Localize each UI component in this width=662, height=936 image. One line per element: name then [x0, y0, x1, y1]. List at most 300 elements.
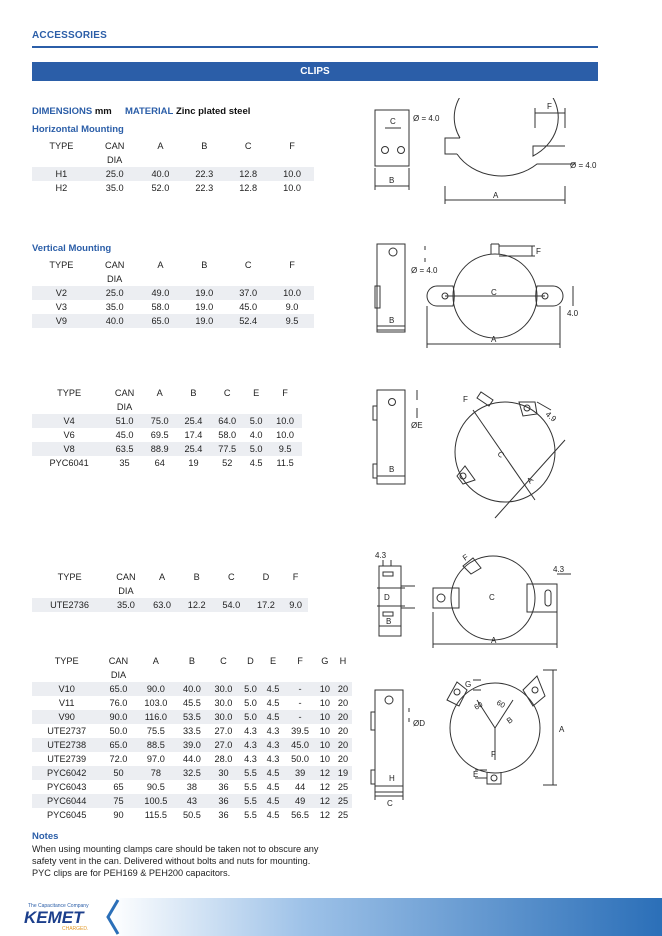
table-cell: 12 — [316, 794, 334, 808]
table-cell: 44 — [294, 782, 306, 792]
footer-tagline: The Capacitance Company — [28, 903, 89, 909]
column-header: B — [201, 141, 208, 151]
table-cell: 30.0 — [208, 682, 240, 696]
table-cell-empty — [316, 668, 334, 682]
diag3-label-49: 4.9 — [543, 409, 559, 424]
table-cell: 35.0 — [105, 302, 124, 312]
table-cell: 50.0 — [291, 754, 310, 764]
table-cell: 19.0 — [182, 314, 226, 328]
ute2736-clip-diagram — [365, 546, 615, 656]
table-cell: 100.5 — [136, 794, 177, 808]
table-cell-empty — [208, 668, 240, 682]
table-subheader-row — [32, 668, 352, 682]
diag5-label-b: B — [504, 715, 515, 726]
table-cell: 58.0 — [218, 430, 237, 440]
section-label: ACCESSORIES — [32, 30, 107, 41]
column-header: A — [157, 260, 164, 270]
clips-banner: CLIPS — [32, 62, 598, 81]
table-cell: 69.5 — [150, 430, 169, 440]
table-cell: 9.5 — [270, 314, 314, 328]
column-header: C — [220, 656, 227, 666]
table-cell: 19.0 — [182, 286, 226, 300]
column-header: B — [190, 388, 197, 398]
table-cell: PYC6042 — [32, 766, 101, 780]
table-cell: 20 — [334, 738, 352, 752]
table-cell: 10 — [316, 682, 334, 696]
column-header: F — [292, 572, 299, 582]
table-row — [32, 286, 314, 300]
table-cell-empty — [226, 153, 270, 167]
diag2-label-phi: Ø = 4.0 — [411, 266, 438, 275]
table-cell: 56.5 — [291, 810, 310, 820]
footer-bar — [0, 898, 662, 936]
column-header: H — [339, 656, 347, 666]
diag5-label-a: A — [559, 725, 565, 734]
table-cell: 35 — [119, 458, 130, 468]
table-cell: 20 — [334, 710, 352, 724]
table-cell: 12.8 — [239, 183, 258, 193]
table-cell: V6 — [63, 430, 75, 440]
table-subheader-row — [32, 584, 308, 598]
table-cell-empty — [283, 584, 308, 598]
table-cell-empty — [284, 668, 316, 682]
diag2-label-f: F — [536, 247, 541, 256]
table-cell: 10.0 — [270, 167, 314, 181]
table-cell-empty — [249, 584, 284, 598]
table-cell-empty — [210, 400, 244, 414]
table-cell-empty — [32, 668, 101, 682]
table-cell: - — [284, 682, 316, 696]
column-header: A — [157, 141, 164, 151]
table-cell: 64 — [154, 458, 165, 468]
column-header: CAN — [104, 141, 125, 151]
table-cell: 5.5 — [244, 782, 257, 792]
table-cell: 9.5 — [268, 442, 302, 456]
table-cell: 12 — [319, 810, 330, 820]
notes-line-3: PYC clips are for PEH169 & PEH200 capacitors. — [32, 868, 231, 878]
table-cell: 5.0 — [239, 682, 262, 696]
table-cell: 12 — [316, 766, 334, 780]
table-cell: 25.0 — [91, 286, 139, 300]
table-cell: 33.5 — [182, 726, 201, 736]
table-cell-empty — [179, 584, 214, 598]
column-header: F — [289, 141, 295, 151]
table-cell: 4.5 — [266, 698, 280, 708]
table-cell: 10 — [319, 698, 330, 708]
table-cell: UTE2739 — [47, 754, 87, 764]
table-cell: V10 — [32, 682, 101, 696]
table-cell: PYC6043 — [47, 782, 87, 792]
column-header: F — [297, 656, 303, 666]
table-cell: 4.5 — [262, 794, 285, 808]
table-cell: 88.9 — [143, 442, 177, 456]
vertical-title: Vertical Mounting — [32, 243, 112, 254]
table-cell: H1 — [32, 167, 91, 181]
table-cell-empty — [32, 584, 107, 598]
diag1-label-phi: Ø = 4.0 — [413, 114, 440, 123]
column-header: B — [188, 656, 195, 666]
diag5-label-c: C — [387, 799, 393, 808]
diag4-label-c: C — [489, 593, 495, 602]
dimensions-line — [32, 106, 250, 117]
table-cell: 65.0 — [101, 682, 135, 696]
table-cell: 58.0 — [151, 302, 170, 312]
table-cell: 45.5 — [182, 698, 201, 708]
table-header-row — [32, 386, 302, 400]
table-cell: 90.5 — [146, 782, 165, 792]
table-cell: 19 — [188, 458, 199, 468]
table-cell-empty — [32, 153, 91, 167]
table-cell: 35.0 — [105, 183, 124, 193]
header-rule — [32, 46, 598, 48]
table-cell-empty — [182, 153, 226, 167]
table-cell: V3 — [55, 302, 68, 312]
table-cell: 36 — [208, 794, 240, 808]
diag4-label-a: A — [491, 636, 497, 645]
column-header: TYPE — [49, 141, 74, 151]
diag5-label-60a: 60 — [472, 699, 485, 712]
table-cell-empty — [244, 400, 268, 414]
table-subheader-row — [32, 400, 302, 414]
table-cell: 27.0 — [208, 738, 240, 752]
table-row — [32, 442, 302, 456]
diag3-label-a: A — [525, 475, 536, 486]
table-cell-empty — [138, 272, 182, 286]
table-cell: V90 — [32, 710, 101, 724]
diag3-label-phie: ØE — [411, 421, 423, 430]
table-cell: UTE2736 — [32, 598, 107, 612]
column-header: C — [227, 572, 235, 582]
table-cell: 45.0 — [239, 302, 258, 312]
column-header: D — [247, 656, 254, 666]
table-row — [32, 428, 302, 442]
table-cell: 19 — [334, 766, 352, 780]
table-cell: 22.3 — [182, 167, 226, 181]
table-cell: 35.0 — [107, 598, 145, 612]
diag5-label-60b: 60 — [495, 697, 507, 710]
table-cell: 39 — [284, 766, 316, 780]
table-cell: 64.0 — [210, 414, 244, 428]
dia-label: DIA — [106, 274, 123, 284]
table-row — [32, 682, 352, 696]
diag5-label-h: H — [389, 774, 395, 783]
table-cell: 50.0 — [109, 726, 128, 736]
table-cell: 40.0 — [176, 682, 208, 696]
table-cell: 103.0 — [144, 698, 168, 708]
diag1-label-f: F — [547, 102, 552, 111]
table-row — [32, 738, 352, 752]
table-cell: 52 — [222, 458, 233, 468]
table-cell: 30.0 — [208, 710, 240, 724]
table-cell-empty — [226, 272, 270, 286]
column-header: CAN — [104, 260, 125, 270]
table-row — [32, 167, 314, 181]
table-cell-empty — [268, 400, 302, 414]
column-header: A — [158, 572, 166, 582]
table-cell: 45.0 — [284, 738, 316, 752]
table-cell: - — [298, 698, 302, 708]
table-cell: 12 — [319, 782, 330, 792]
table-cell: 75.0 — [143, 414, 177, 428]
table-cell: 50.5 — [182, 810, 201, 820]
table-cell: 51.0 — [106, 414, 143, 428]
table-cell: V9 — [32, 314, 91, 328]
table-cell: 17.4 — [184, 430, 203, 440]
table-cell: H2 — [55, 183, 68, 193]
table-v10-series — [32, 654, 352, 822]
notes-line-1: When using mounting clamps care should be taken not to obscure any — [32, 844, 319, 854]
table-cell: 38 — [186, 782, 198, 792]
table-cell: 49 — [284, 794, 316, 808]
column-header: G — [321, 656, 329, 666]
table-cell: 45.0 — [115, 430, 134, 440]
table-cell: 5.5 — [239, 794, 262, 808]
diag5-label-g: G — [465, 680, 472, 689]
table-cell: 25 — [334, 794, 352, 808]
material-value: Zinc plated steel — [175, 106, 251, 117]
diag2-label-c: C — [491, 288, 497, 297]
v4-clip-diagram — [365, 380, 615, 525]
table-header-row — [32, 258, 314, 272]
table-cell: 5.0 — [239, 710, 262, 724]
table-cell: 50 — [101, 766, 135, 780]
table-row — [32, 300, 314, 314]
notes-title: Notes — [32, 831, 59, 842]
table-cell-empty — [32, 400, 106, 414]
table-row — [32, 181, 314, 195]
table-cell-empty — [177, 400, 211, 414]
table-cell: 40.0 — [91, 314, 139, 328]
table-cell: 5.5 — [244, 810, 257, 820]
table-v4-series — [32, 386, 302, 470]
table-subheader-row — [32, 272, 314, 286]
table-cell: 10.0 — [270, 286, 314, 300]
table-cell: 63.5 — [106, 442, 143, 456]
table-cell-empty — [239, 668, 262, 682]
table-cell: PYC6041 — [49, 458, 89, 468]
v10-clip-diagram — [365, 660, 615, 820]
table-cell: 52.4 — [226, 314, 270, 328]
table-cell: UTE2738 — [32, 738, 101, 752]
dimensions-unit: mm — [94, 106, 112, 117]
table-cell: 12.2 — [179, 598, 214, 612]
table-cell: 65.0 — [138, 314, 182, 328]
table-cell: 4.5 — [266, 810, 280, 820]
table-cell: 19.0 — [195, 302, 214, 312]
table-cell: 5.0 — [244, 414, 268, 428]
table-cell: 32.5 — [176, 766, 208, 780]
table-cell: 4.5 — [249, 458, 263, 468]
notes-text — [32, 843, 352, 879]
table-row — [32, 724, 352, 738]
table-cell: 22.3 — [195, 183, 214, 193]
table-cell: 36 — [218, 810, 229, 820]
table-cell: 65 — [113, 782, 124, 792]
table-cell-empty — [176, 668, 208, 682]
table-cell: 25.4 — [177, 442, 211, 456]
table-cell-empty — [138, 153, 182, 167]
table-cell: 10 — [319, 726, 330, 736]
table-cell: 9.0 — [285, 302, 299, 312]
table-cell-empty — [136, 668, 177, 682]
table-cell: 4.0 — [249, 430, 263, 440]
table-row — [32, 696, 352, 710]
diag3-label-c: C — [495, 449, 507, 460]
column-header: TYPE — [49, 260, 74, 270]
diag4-label-43b: 4.3 — [553, 565, 565, 574]
notes-line-2: safety vent in the can. Delivered without bolts and nuts for mounting. — [32, 856, 311, 866]
table-cell: V2 — [32, 286, 91, 300]
table-cell: 5.0 — [244, 698, 257, 708]
table-cell: 25.4 — [177, 414, 211, 428]
table-row — [32, 808, 352, 822]
column-header: TYPE — [57, 572, 82, 582]
table-cell-empty — [334, 668, 352, 682]
table-cell: 4.5 — [262, 710, 285, 724]
column-header: E — [269, 656, 277, 666]
table-row — [32, 752, 352, 766]
table-cell: 27.0 — [214, 726, 233, 736]
column-header: F — [289, 260, 295, 270]
table-cell: 4.5 — [262, 766, 285, 780]
table-cell: 39.5 — [291, 726, 310, 736]
table-cell: 88.5 — [136, 738, 177, 752]
table-row — [32, 314, 314, 328]
dia-label: DIA — [116, 402, 133, 412]
table-cell: 90.0 — [101, 710, 135, 724]
table-cell-empty — [32, 272, 91, 286]
table-cell: 54.0 — [214, 598, 249, 612]
diag4-label-d: D — [384, 593, 390, 602]
table-cell-empty — [143, 400, 177, 414]
diag4-label-43a: 4.3 — [375, 551, 387, 560]
column-header: C — [244, 141, 252, 151]
horizontal-table — [32, 139, 314, 195]
table-cell: 49.0 — [138, 286, 182, 300]
column-header: TYPE — [57, 388, 82, 398]
table-cell: 4.3 — [244, 726, 257, 736]
table-row — [32, 766, 352, 780]
column-header: C — [223, 388, 231, 398]
table-cell: 44.0 — [182, 754, 201, 764]
dimensions-label: DIMENSIONS — [32, 106, 93, 117]
table-cell: 20 — [337, 698, 349, 708]
table-cell: 115.5 — [144, 810, 168, 820]
table-cell: V11 — [58, 698, 75, 708]
table-cell: 4.3 — [266, 726, 280, 736]
diag5-label-phid: ØD — [413, 719, 425, 728]
diag3-label-b: B — [389, 465, 395, 474]
table-cell: 12.8 — [226, 167, 270, 181]
column-header: F — [282, 388, 288, 398]
table-cell: 90.0 — [136, 682, 177, 696]
diag1-label-a: A — [493, 191, 499, 200]
table-cell-empty — [182, 272, 226, 286]
table-cell: 30 — [208, 766, 240, 780]
table-cell: 43 — [176, 794, 208, 808]
table-cell: 4.3 — [244, 754, 257, 764]
table-ute2736 — [32, 570, 308, 612]
horizontal-clip-diagram — [365, 98, 615, 208]
table-cell: 97.0 — [146, 754, 165, 764]
table-header-row — [32, 139, 314, 153]
table-subheader-row — [32, 153, 314, 167]
footer-logo: KEMET — [24, 908, 84, 927]
table-cell-empty — [270, 272, 314, 286]
table-cell: 78 — [136, 766, 177, 780]
table-cell: 116.0 — [136, 710, 177, 724]
diag3-label-f: F — [463, 395, 468, 404]
table-cell: 5.0 — [244, 442, 268, 456]
diag5-label-f: F — [491, 750, 496, 759]
table-cell: 20 — [337, 726, 349, 736]
table-cell: UTE2737 — [47, 726, 87, 736]
table-cell: 25 — [337, 782, 349, 792]
table-cell: - — [284, 710, 316, 724]
horizontal-title: Horizontal Mounting — [32, 124, 124, 135]
table-cell: 40.0 — [138, 167, 182, 181]
diag1-label-phi2: Ø = 4.0 — [570, 161, 597, 170]
table-cell: 77.5 — [210, 442, 244, 456]
diag4-label-b: B — [386, 617, 392, 626]
column-header: TYPE — [54, 656, 79, 666]
table-row — [32, 456, 302, 470]
table-row — [32, 794, 352, 808]
material-label: MATERIAL — [124, 106, 174, 117]
table-cell: 30.0 — [214, 698, 233, 708]
table-cell: 65.0 — [101, 738, 135, 752]
table-cell: 9.0 — [283, 598, 308, 612]
column-header: B — [201, 260, 208, 270]
table-cell: 36 — [218, 782, 229, 792]
table-cell: 4.5 — [266, 782, 280, 792]
table-cell: 75.5 — [146, 726, 165, 736]
table-cell-empty — [214, 584, 249, 598]
dia-label: DIA — [118, 586, 134, 596]
table-cell: 63.0 — [145, 598, 180, 612]
vertical-clip-diagram — [365, 236, 615, 351]
table-cell: 11.5 — [276, 458, 294, 468]
table-cell: 10.0 — [268, 414, 302, 428]
table-cell: 10.0 — [283, 183, 301, 193]
column-header: D — [262, 572, 270, 582]
table-cell: 5.5 — [239, 766, 262, 780]
diag5-label-e: E — [473, 770, 479, 779]
table-cell: 10.0 — [276, 430, 295, 440]
table-cell: 4.3 — [239, 738, 262, 752]
table-row — [32, 780, 352, 794]
table-cell: PYC6044 — [32, 794, 101, 808]
column-header: B — [193, 572, 200, 582]
table-cell: V4 — [32, 414, 106, 428]
table-cell: 10 — [316, 738, 334, 752]
diag2-label-a: A — [491, 335, 497, 344]
table-cell-empty — [270, 153, 314, 167]
table-row — [32, 414, 302, 428]
table-cell: 37.0 — [226, 286, 270, 300]
table-cell: 4.3 — [262, 738, 285, 752]
table-cell: 25.0 — [91, 167, 139, 181]
dia-label: DIA — [110, 670, 127, 680]
table-row — [32, 710, 352, 724]
table-cell: 75 — [101, 794, 135, 808]
table-cell: PYC6045 — [47, 810, 87, 820]
table-cell-empty — [145, 584, 180, 598]
column-header: A — [152, 656, 159, 666]
table-cell: V8 — [32, 442, 106, 456]
diag4-label-f: F — [460, 552, 471, 563]
table-cell: 28.0 — [214, 754, 233, 764]
